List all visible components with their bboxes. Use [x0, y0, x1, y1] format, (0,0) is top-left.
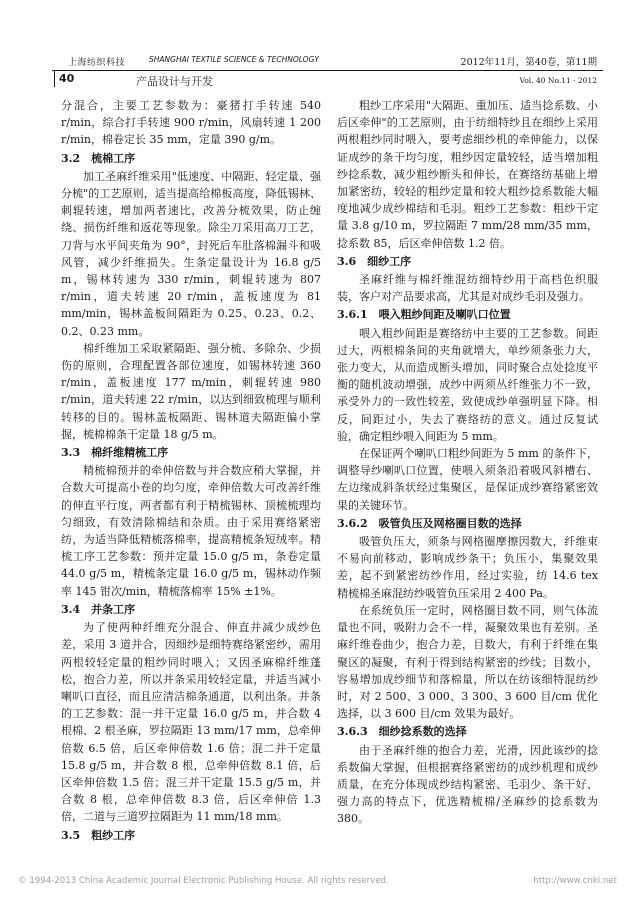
page-footer — [0, 874, 639, 890]
journal-title-en: SHANGHAI TEXTILE SCIENCE & TECHNOLOGY — [149, 55, 319, 64]
paragraph: 圣麻纤维与棉纤维混纺细特纱用于高档色织服装，客户对产品要求高，尤其是对成纱毛羽及强力。 — [337, 273, 598, 304]
paragraph: 粗纱工序采用"大隔距、重加压、适当捻系数、小后区牵伸"的工艺原则，由于纺细特纱且在细纱上采用两根粗纱同时喂入，要考虑细纱机的牵伸能力，以保证成纱的条干均匀度，粗纱因定量较轻，适当增加粗纱捻系数，减少粗纱断头和伸长，在赛络纺基础上增加紧密纺，较轻的粗纱定量和较大粗纱捻系数能大幅度地减少成纱棉结和毛羽。粗纱工艺参数：粗纱干定量 3.8 g/10 m，罗拉隔距 7 mm/28 mm/35 mm，捻系数 85，后区牵伸倍数 1.2 倍。 — [337, 99, 598, 250]
section-heading-3-6-1: 3.6.1 喂入粗纱间距及喇叭口位置 — [337, 308, 511, 322]
section-heading-3-5: 3.5 粗纱工序 — [61, 828, 136, 842]
volume-info: Vol. 40 No.11 · 2012 — [519, 76, 597, 85]
paragraph: 吸管负压大，须条与网格圈摩擦因数大，纤维束不易向前移动，影响成纱条干；负压小，集聚效果差，起不到紧密纺纱作用，经过实验，纺 14.6 tex 精梳棉圣麻混纺纱吸管负压采用 2 400 Pa。 — [337, 535, 598, 600]
section-title: 产品设计与开发 — [136, 75, 213, 88]
site-link[interactable]: http://www.cnki.net — [533, 876, 617, 886]
journal-title-cn: 上海纺织科技 — [68, 58, 126, 68]
paragraph: 为了使两种纤维充分混合、伸直并减少成纱色差，采用 3 道并合，因细纱是细特赛络紧密纱，需用两根较轻定量的粗纱同时喂入；又因圣麻棉纤维蓬松，抱合力差，所以并条采用较轻定量，并适当减小喇叭口直径，而且应清洁棉条通道，以利出条。并条的工艺参数：混一并干定量 16.0 g/5 m，并合数 4 根棉、2 根圣麻，罗拉隔距 13 mm/17 mm，总牵伸倍数 6.5 倍，后区牵伸倍数 1.6 倍；混二并干定量 15.8 g/5 m，并合数 8 根，总牵伸倍数 8.1 倍，后区牵伸倍数 1.5 倍；混三并干定量 15.5 g/5 m，并合数 8 根，总牵伸倍数 8.3 倍，后区牵伸倍 1.3 倍，二道与三道罗拉隔距为 11 mm/18 mm。 — [61, 621, 321, 824]
section-heading-3-6-2: 3.6.2 吸管负压及网格圈目数的选择 — [337, 516, 522, 530]
paragraph: 由于圣麻纤维的抱合力差，光滑，因此该纱的捻系数偏大掌握，但根据赛络紧密纺的成纱机理和成纱质量，在充分体现成纱结构紧密、毛羽少、条干好、强力高的特点下，优选精梳棉/圣麻纱的捻系数为 380。 — [337, 743, 598, 826]
paragraph: 在保证两个喇叭口粗纱间距为 5 mm 的条件下，调整导纱喇叭口位置，使喂入须条沿着吸风斜槽右、左边缘成斜条状经过集聚区，是保证成纱赛络紧密效果的关键环节。 — [337, 447, 598, 512]
paragraph: 精梳棉预并的牵伸倍数与并合数应稍大掌握，并合数大可提高小卷的均匀度，牵伸倍数大可改善纤维的伸直平行度，两者都有利于精梳锡林、顶梳梳理均匀细致，有效清除棉结和杂质。由于采用赛络紧密纺，为适当降低精梳落棉率，提高精梳条短绒率。精梳工序工艺参数：预并定量 15.0 g/5 m，条卷定量 44.0 g/5 m，精梳条定量 16.0 g/5 m，锡林动作频率 145 钳次/min，精梳落棉率 15% ±1%。 — [61, 464, 321, 598]
paragraph: 在系统负压一定时，网格圈目数不同，则气体流量也不同，吸附力会不一样，凝聚效果也有差别。圣麻纤维卷曲少，抱合力差，目数大，有利于纤维在集聚区的凝聚，有利于得到结构紧密的纱线；目数小，容易增加成纱细节和落棉量，所以在纺该细特混纺纱时，对 2 500、3 000、3 300、3 600 目/cm 优化选择，以 3 600 目/cm 效果为最好。 — [337, 603, 598, 721]
paragraph: 加工圣麻纤维采用"低速度、中隔距、轻定量、强分梳"的工艺原则，适当提高给棉板高度，降低锡林、刺辊转速，增加两者速比，改善分梳效果，防止缠绕、损伤纤维和返花等现象。除尘刀采用高刀工艺，刀背与水平间夹角为 90°，封死后车肚落棉漏斗和吸风管，减少纤维损失。生条定量设计为 16.8 g/5 m，锡林转速为 330 r/min，刺辊转速为 807 r/min，道夫转速 20 r/min，盖板速度为 81 mm/min，锡林盖板间隔距为 0.25、0.23、0.2、0.2、0.23 mm。 — [61, 169, 321, 338]
section-heading-3-4: 3.4 并条工序 — [61, 602, 136, 616]
section-heading-3-6-3: 3.6.3 细纱捻系数的选择 — [337, 725, 467, 739]
left-column — [61, 97, 321, 845]
copyright-notice: © 1994-2013 China Academic Journal Electronic Publishing House. All rights reserved. — [18, 876, 389, 886]
page-header — [52, 50, 603, 88]
paragraph: 分混合，主要工艺参数为：豪猪打手转速 540 r/min，综合打手转速 900 r/min，风扇转速 1 200 r/min，棉卷定长 35 mm，定量 390 g/m。 — [61, 99, 321, 147]
page-number: 40 — [54, 71, 74, 87]
section-heading-3-6: 3.6 细纱工序 — [337, 254, 412, 268]
paragraph: 棉纤维加工采取紧隔距、强分梳、多除杂、少损伤的原则，合理配置各部位速度，如锡林转速 360 r/min，盖板速度 177 m/min，刺辊转速 980 r/min，道夫转速 22 r/min，以达到细致梳理与顺利转移的目的。锡林盖板隔距、锡林道夫隔距偏小掌握，梳棉棉条干定量 18 g/5 m。 — [61, 341, 321, 441]
right-column — [337, 97, 598, 828]
section-heading-3-3: 3.3 棉纤维精梳工序 — [61, 446, 169, 460]
section-heading-3-2: 3.2 梳棉工序 — [61, 151, 136, 165]
issue-date: 2012年11月，第40卷，第11期 — [460, 57, 597, 68]
paragraph: 喂入粗纱间距是赛络纺中主要的工艺参数。间距过大，两根棉条间的夹角就增大，单纱须条张力大，张力变大，从而造成断头增加，同时聚合点处捻度平衡的随机波动增强，成纱中两须丛纤维张力不一致，承受外力的一致性较差，致使成纱单强明显下降。相反，间距过小，失去了赛络纺的意义。通过反复试验，确定粗纱喂入间距为 5 mm。 — [337, 326, 598, 443]
